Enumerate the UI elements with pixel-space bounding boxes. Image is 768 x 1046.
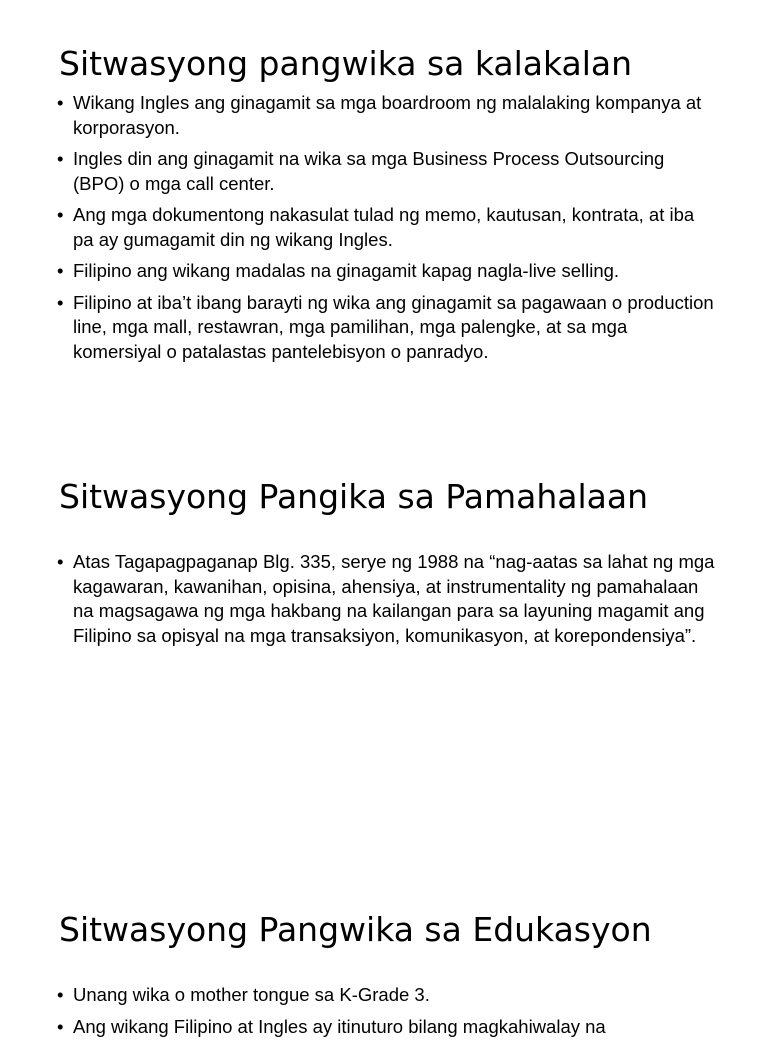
list-item: • Atas Tagapagpaganap Blg. 335, serye ng 1988 na “nag-aatas sa lahat ng mga kagawaran, kawanihan, opisina, ahensiya, at instrumentality ng pamahalaan na magsagawa ng mga hakbang na kailangan para sa layuning magamit ang Filipino sa opisyal na mga transaksiyon, komunikasyon, at korepondensiya”.	[57, 550, 717, 648]
list-item: • Ang mga dokumentong nakasulat tulad ng memo, kautusan, kontrata, at iba pa ay gumagamit din ng wikang Ingles.	[57, 203, 717, 252]
section-title: Sitwasyong Pangwika sa Edukasyon	[59, 910, 652, 949]
bullet-list	[57, 550, 717, 655]
list-item: • Filipino at iba’t ibang barayti ng wika ang ginagamit sa pagawaan o production line, mga mall, restawran, mga pamilihan, mga palengke, at sa mga komersiyal o patalastas pantelebisyon o panradyo.	[57, 291, 717, 365]
section-title: Sitwasyong pangwika sa kalakalan	[59, 44, 633, 83]
list-item: • Wikang Ingles ang ginagamit sa mga boardroom ng malalaking kompanya at korporasyon.	[57, 91, 717, 140]
list-item: • Ang wikang Filipino at Ingles ay itinuturo bilang magkahiwalay na	[57, 1015, 717, 1040]
list-item: • Filipino ang wikang madalas na ginagamit kapag nagla-live selling.	[57, 259, 717, 284]
list-item: • Ingles din ang ginagamit na wika sa mga Business Process Outsourcing (BPO) o mga call center.	[57, 147, 717, 196]
bullet-list	[57, 91, 717, 371]
section-title: Sitwasyong Pangika sa Pamahalaan	[59, 477, 649, 516]
bullet-list	[57, 983, 717, 1046]
list-item: • Unang wika o mother tongue sa K-Grade 3.	[57, 983, 717, 1008]
